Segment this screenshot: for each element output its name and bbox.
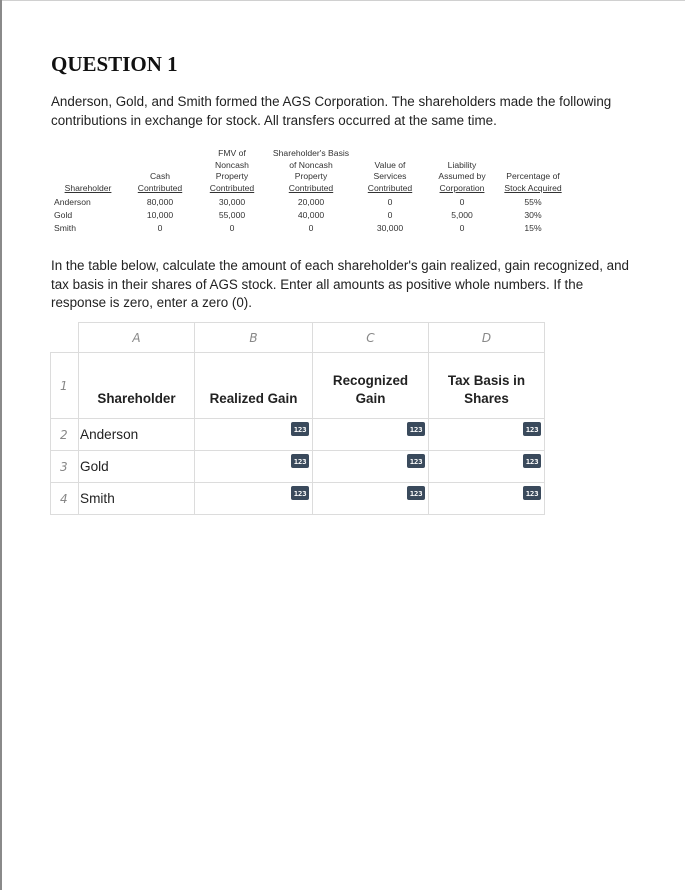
- row-number: 4: [51, 483, 79, 515]
- row-label: Anderson: [54, 197, 91, 207]
- answer-grid: [50, 322, 544, 515]
- services-value: 0: [387, 210, 393, 220]
- header-percentage: Percentage of Stock Acquired: [504, 171, 562, 194]
- liability-value: 5,000: [451, 210, 473, 220]
- recognized-gain-input[interactable]: [313, 451, 429, 483]
- left-border: [0, 0, 2, 890]
- numeric-input-icon: 123: [407, 454, 425, 468]
- column-letter-b: B: [195, 323, 313, 353]
- basis-value: 0: [308, 223, 314, 233]
- numeric-input-icon: 123: [523, 422, 541, 436]
- basis-value: 40,000: [297, 210, 325, 220]
- recognized-gain-input[interactable]: [313, 419, 429, 451]
- realized-gain-input[interactable]: [195, 451, 313, 483]
- header-cash: Cash Contributed: [137, 171, 183, 194]
- liability-value: 0: [459, 197, 465, 207]
- question-title: QUESTION 1: [51, 52, 178, 76]
- fmv-value: 30,000: [218, 197, 246, 207]
- row-number: 1: [51, 353, 79, 419]
- realized-gain-input[interactable]: [195, 419, 313, 451]
- fmv-value: 55,000: [218, 210, 246, 220]
- numeric-input-icon: 123: [407, 486, 425, 500]
- row-number: 3: [51, 451, 79, 483]
- row-number: 2: [51, 419, 79, 451]
- header-liability: Liability Assumed by Corporation: [438, 159, 486, 194]
- services-value: 0: [387, 197, 393, 207]
- numeric-input-icon: 123: [291, 422, 309, 436]
- numeric-input-icon: 123: [291, 486, 309, 500]
- row-label: Smith: [54, 223, 76, 233]
- header-shareholder-label: Shareholder: [79, 353, 195, 419]
- services-value: 30,000: [376, 223, 404, 233]
- header-recognized-gain-label: Recognized Gain: [313, 353, 429, 419]
- instructions-paragraph: In the table below, calculate the amount of each shareholder's gain realized, gain recognized, and tax basis in their shares of AGS stock. Enter all amounts as positive whole numbers. If the response is zero, enter a zero (0).: [51, 258, 629, 310]
- tax-basis-input[interactable]: [429, 483, 545, 515]
- header-realized-gain-label: Realized Gain: [195, 353, 313, 419]
- numeric-input-icon: 123: [523, 454, 541, 468]
- header-basis: Shareholder's Basis of Noncash Property Contributed: [272, 147, 350, 194]
- cash-value: 80,000: [146, 197, 174, 207]
- percentage-value: 55%: [524, 197, 542, 207]
- column-letter-a: A: [79, 323, 195, 353]
- tax-basis-input[interactable]: [429, 419, 545, 451]
- numeric-input-icon: 123: [291, 454, 309, 468]
- numeric-input-icon: 123: [407, 422, 425, 436]
- header-fmv: FMV of Noncash Property Contributed: [209, 147, 255, 194]
- contributions-table: [52, 148, 572, 238]
- column-letter-c: C: [313, 323, 429, 353]
- shareholder-name: Anderson: [79, 419, 195, 451]
- percentage-value: 30%: [524, 210, 542, 220]
- fmv-value: 0: [229, 223, 235, 233]
- header-tax-basis-label: Tax Basis in Shares: [429, 353, 545, 419]
- realized-gain-input[interactable]: [195, 483, 313, 515]
- shareholder-name: Gold: [79, 451, 195, 483]
- percentage-value: 15%: [524, 223, 542, 233]
- tax-basis-input[interactable]: [429, 451, 545, 483]
- corner-cell: [51, 323, 79, 353]
- header-services: Value of Services Contributed: [367, 159, 413, 194]
- liability-value: 0: [459, 223, 465, 233]
- basis-value: 20,000: [297, 197, 325, 207]
- row-label: Gold: [54, 210, 73, 220]
- recognized-gain-input[interactable]: [313, 483, 429, 515]
- shareholder-name: Smith: [79, 483, 195, 515]
- cash-value: 10,000: [146, 210, 174, 220]
- intro-paragraph: Anderson, Gold, and Smith formed the AGS Corporation. The shareholders made the following contributions in exchange for stock. All transfers occurred at the same time.: [51, 94, 612, 128]
- top-border: [0, 0, 685, 1]
- column-letter-d: D: [429, 323, 545, 353]
- cash-value: 0: [157, 223, 163, 233]
- header-shareholder: Shareholder: [64, 183, 112, 194]
- numeric-input-icon: 123: [523, 486, 541, 500]
